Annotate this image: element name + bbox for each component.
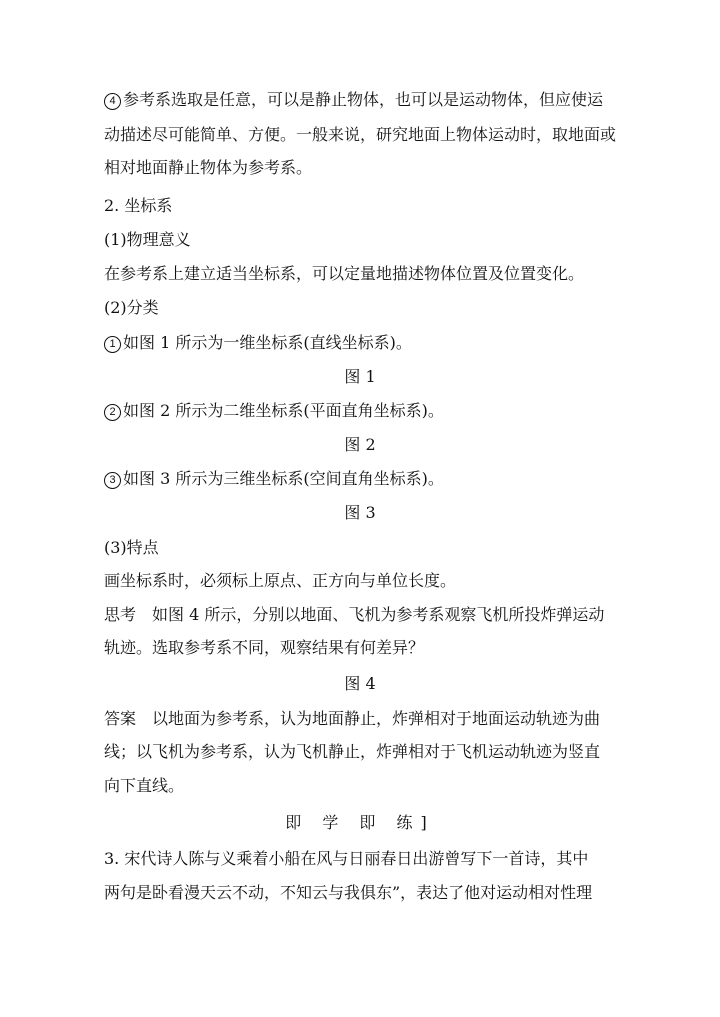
question-line: 两句是卧看漫天云不动，不知云与我俱东”，表达了他对运动相对性理 [104,883,593,902]
think-question-line: 思考 如图 4 所示，分别以地面、飞机为参考系观察飞机所投炸弹运动 [104,605,605,624]
practice-section-title: 即 学 即 练] [285,813,435,832]
answer-line: 线；以飞机为参考系，认为飞机静止，炸弹相对于飞机运动轨迹为竖直 [104,742,601,761]
list-item-text: 如图 3 所示为三维坐标系(空间直角坐标系)。 [123,469,444,488]
paragraph-line: 画坐标系时，必须标上原点、正方向与单位长度。 [104,571,457,590]
subsection-heading: (3)特点 [104,538,159,557]
figure-caption: 图 1 [344,367,376,386]
list-item [104,333,624,353]
circled-number: 2 [104,404,121,421]
paragraph-reference-frame [104,90,624,110]
figure-caption: 图 2 [344,435,376,454]
list-item-text: 如图 1 所示为一维坐标系(直线坐标系)。 [123,333,412,352]
subsection-heading: (1)物理意义 [104,230,191,249]
figure-caption: 图 3 [344,503,376,522]
list-item [104,401,624,421]
list-item-text: 如图 2 所示为二维坐标系(平面直角坐标系)。 [123,401,444,420]
list-item [104,469,624,489]
circled-number: 4 [104,93,121,110]
paragraph-text: 参考系选取是任意，可以是静止物体，也可以是运动物体，但应使运 [123,90,604,109]
figure-caption: 图 4 [344,674,376,693]
think-question-line: 轨迹。选取参考系不同，观察结果有何差异？ [104,638,425,657]
paragraph-line: 动描述尽可能简单、方便。一般来说，研究地面上物体运动时，取地面或 [104,125,617,144]
section-heading: 2. 坐标系 [104,196,173,215]
subsection-heading: (2)分类 [104,298,159,317]
answer-line: 向下直线。 [104,776,185,795]
question-line: 3. 宋代诗人陈与义乘着小船在风与日丽春日出游曾写下一首诗，其中 [104,849,589,868]
paragraph-line: 相对地面静止物体为参考系。 [104,158,313,177]
circled-number: 1 [104,336,121,353]
circled-number: 3 [104,472,121,489]
answer-line: 答案 以地面为参考系，认为地面静止，炸弹相对于地面运动轨迹为曲 [104,709,601,728]
paragraph-line: 在参考系上建立适当坐标系，可以定量地描述物体位置及位置变化。 [104,264,585,283]
